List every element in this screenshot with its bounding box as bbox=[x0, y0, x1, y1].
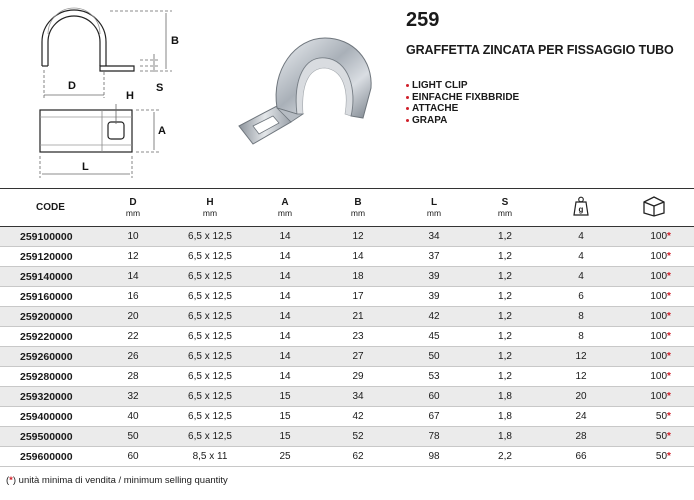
footnote-star: * bbox=[9, 475, 13, 486]
cell-weight: 8 bbox=[548, 327, 614, 347]
cell-a: 25 bbox=[260, 447, 310, 467]
spec-table-body bbox=[0, 227, 694, 467]
cell-code: 259600000 bbox=[0, 447, 106, 467]
cell-weight: 66 bbox=[548, 447, 614, 467]
cell-weight: 6 bbox=[548, 287, 614, 307]
cell-d: 16 bbox=[106, 287, 160, 307]
col-header-code: CODE bbox=[0, 189, 106, 227]
col-header-a-unit: mm bbox=[277, 208, 293, 218]
cell-code: 259260000 bbox=[0, 347, 106, 367]
col-header-b-unit: mm bbox=[350, 208, 366, 218]
alias-english: LIGHT CLIP bbox=[406, 80, 519, 92]
qty-value: 100 bbox=[650, 271, 668, 282]
cell-d: 26 bbox=[106, 347, 160, 367]
cell-weight: 4 bbox=[548, 227, 614, 247]
qty-star: * bbox=[667, 431, 671, 442]
cell-h: 6,5 x 12,5 bbox=[160, 287, 260, 307]
table-row bbox=[0, 367, 694, 387]
cell-a: 14 bbox=[260, 267, 310, 287]
cell-a: 14 bbox=[260, 247, 310, 267]
cell-code: 259500000 bbox=[0, 427, 106, 447]
product-photo bbox=[225, 30, 390, 160]
col-header-s-unit: mm bbox=[497, 208, 513, 218]
cell-weight: 4 bbox=[548, 247, 614, 267]
product-code: 259 bbox=[406, 9, 440, 31]
cell-weight: 12 bbox=[548, 347, 614, 367]
cell-l: 98 bbox=[406, 447, 462, 467]
cell-code: 259220000 bbox=[0, 327, 106, 347]
cell-b: 14 bbox=[310, 247, 406, 267]
cell-h: 8,5 x 11 bbox=[160, 447, 260, 467]
qty-value: 100 bbox=[650, 231, 668, 242]
table-row bbox=[0, 307, 694, 327]
cell-qty bbox=[614, 307, 694, 327]
cell-qty bbox=[614, 327, 694, 347]
col-header-d-unit: mm bbox=[125, 208, 141, 218]
footnote-open: ( bbox=[6, 475, 10, 486]
cell-d: 22 bbox=[106, 327, 160, 347]
cell-b: 62 bbox=[310, 447, 406, 467]
cell-d: 40 bbox=[106, 407, 160, 427]
cell-qty bbox=[614, 447, 694, 467]
table-row bbox=[0, 327, 694, 347]
cell-s: 1,2 bbox=[462, 287, 548, 307]
cell-code: 259160000 bbox=[0, 287, 106, 307]
cell-s: 1,8 bbox=[462, 387, 548, 407]
cell-a: 14 bbox=[260, 227, 310, 247]
cell-b: 12 bbox=[310, 227, 406, 247]
cell-s: 1,8 bbox=[462, 427, 548, 447]
cell-s: 1,2 bbox=[462, 347, 548, 367]
weight-icon-letter: g bbox=[578, 205, 584, 214]
col-header-l bbox=[406, 189, 462, 227]
cell-b: 18 bbox=[310, 267, 406, 287]
cell-l: 67 bbox=[406, 407, 462, 427]
spec-table bbox=[0, 188, 694, 467]
qty-star: * bbox=[667, 391, 671, 402]
cell-h: 6,5 x 12,5 bbox=[160, 227, 260, 247]
table-row bbox=[0, 407, 694, 427]
cell-d: 50 bbox=[106, 427, 160, 447]
table-row bbox=[0, 427, 694, 447]
qty-star: * bbox=[667, 291, 671, 302]
cell-weight: 20 bbox=[548, 387, 614, 407]
qty-value: 100 bbox=[650, 351, 668, 362]
technical-drawing bbox=[0, 0, 200, 190]
col-header-a bbox=[260, 189, 310, 227]
cell-h: 6,5 x 12,5 bbox=[160, 427, 260, 447]
cell-code: 259100000 bbox=[0, 227, 106, 247]
box-icon bbox=[642, 195, 666, 217]
cell-a: 14 bbox=[260, 367, 310, 387]
cell-s: 1,2 bbox=[462, 307, 548, 327]
qty-star: * bbox=[667, 231, 671, 242]
cell-code: 259120000 bbox=[0, 247, 106, 267]
qty-value: 100 bbox=[650, 391, 668, 402]
cell-b: 21 bbox=[310, 307, 406, 327]
cell-l: 45 bbox=[406, 327, 462, 347]
footnote bbox=[6, 475, 228, 486]
col-header-h-label: H bbox=[206, 197, 214, 208]
cell-l: 39 bbox=[406, 267, 462, 287]
cell-l: 34 bbox=[406, 227, 462, 247]
cell-s: 1,2 bbox=[462, 247, 548, 267]
alias-german: EINFACHE FIXBBRIDE bbox=[406, 92, 519, 104]
cell-weight: 4 bbox=[548, 267, 614, 287]
table-row bbox=[0, 287, 694, 307]
cell-s: 2,2 bbox=[462, 447, 548, 467]
cell-code: 259320000 bbox=[0, 387, 106, 407]
cell-a: 14 bbox=[260, 307, 310, 327]
cell-a: 14 bbox=[260, 327, 310, 347]
col-header-b bbox=[310, 189, 406, 227]
cell-qty bbox=[614, 387, 694, 407]
dim-label-b: B bbox=[171, 35, 179, 47]
cell-weight: 28 bbox=[548, 427, 614, 447]
qty-value: 100 bbox=[650, 311, 668, 322]
qty-star: * bbox=[667, 251, 671, 262]
col-header-l-label: L bbox=[430, 197, 438, 208]
table-row bbox=[0, 247, 694, 267]
cell-h: 6,5 x 12,5 bbox=[160, 367, 260, 387]
cell-d: 14 bbox=[106, 267, 160, 287]
table-row bbox=[0, 447, 694, 467]
product-alias-list bbox=[406, 80, 519, 126]
cell-h: 6,5 x 12,5 bbox=[160, 347, 260, 367]
cell-a: 15 bbox=[260, 427, 310, 447]
cell-d: 28 bbox=[106, 367, 160, 387]
table-row bbox=[0, 227, 694, 247]
table-row bbox=[0, 387, 694, 407]
product-title: GRAFFETTA ZINCATA PER FISSAGGIO TUBO bbox=[406, 43, 674, 57]
alias-spanish: GRAPA bbox=[406, 115, 519, 127]
col-header-h bbox=[160, 189, 260, 227]
cell-h: 6,5 x 12,5 bbox=[160, 247, 260, 267]
col-header-h-unit: mm bbox=[202, 208, 218, 218]
cell-code: 259140000 bbox=[0, 267, 106, 287]
col-header-package bbox=[614, 189, 694, 227]
cell-a: 15 bbox=[260, 407, 310, 427]
cell-d: 12 bbox=[106, 247, 160, 267]
cell-b: 23 bbox=[310, 327, 406, 347]
qty-star: * bbox=[667, 311, 671, 322]
cell-h: 6,5 x 12,5 bbox=[160, 267, 260, 287]
cell-a: 15 bbox=[260, 387, 310, 407]
dim-label-h: H bbox=[126, 90, 134, 102]
cell-qty bbox=[614, 247, 694, 267]
cell-s: 1,2 bbox=[462, 267, 548, 287]
cell-l: 53 bbox=[406, 367, 462, 387]
qty-value: 100 bbox=[650, 291, 668, 302]
dim-label-a: A bbox=[158, 125, 166, 137]
qty-value: 50 bbox=[655, 411, 668, 422]
col-header-l-unit: mm bbox=[426, 208, 442, 218]
qty-star: * bbox=[667, 371, 671, 382]
cell-h: 6,5 x 12,5 bbox=[160, 307, 260, 327]
qty-star: * bbox=[667, 271, 671, 282]
qty-value: 50 bbox=[655, 451, 668, 462]
cell-d: 60 bbox=[106, 447, 160, 467]
cell-d: 10 bbox=[106, 227, 160, 247]
footnote-text: unità minima di vendita / minimum selling quantity bbox=[16, 475, 228, 486]
cell-s: 1,2 bbox=[462, 227, 548, 247]
cell-l: 78 bbox=[406, 427, 462, 447]
col-header-d-label: D bbox=[129, 197, 137, 208]
qty-star: * bbox=[667, 351, 671, 362]
dim-label-d: D bbox=[68, 80, 76, 92]
cell-weight: 8 bbox=[548, 307, 614, 327]
footnote-close: ) bbox=[12, 475, 17, 486]
qty-value: 50 bbox=[655, 431, 668, 442]
cell-h: 6,5 x 12,5 bbox=[160, 407, 260, 427]
qty-value: 100 bbox=[650, 331, 668, 342]
cell-qty bbox=[614, 407, 694, 427]
cell-b: 52 bbox=[310, 427, 406, 447]
qty-star: * bbox=[667, 411, 671, 422]
cell-b: 27 bbox=[310, 347, 406, 367]
cell-l: 42 bbox=[406, 307, 462, 327]
cell-qty bbox=[614, 287, 694, 307]
cell-code: 259400000 bbox=[0, 407, 106, 427]
cell-a: 14 bbox=[260, 287, 310, 307]
qty-value: 100 bbox=[650, 251, 668, 262]
cell-qty bbox=[614, 367, 694, 387]
cell-b: 17 bbox=[310, 287, 406, 307]
cell-weight: 24 bbox=[548, 407, 614, 427]
cell-d: 20 bbox=[106, 307, 160, 327]
cell-a: 14 bbox=[260, 347, 310, 367]
cell-l: 37 bbox=[406, 247, 462, 267]
col-header-s-label: S bbox=[501, 197, 509, 208]
cell-code: 259280000 bbox=[0, 367, 106, 387]
cell-d: 32 bbox=[106, 387, 160, 407]
cell-weight: 12 bbox=[548, 367, 614, 387]
qty-value: 100 bbox=[650, 371, 668, 382]
cell-s: 1,8 bbox=[462, 407, 548, 427]
dim-label-s: S bbox=[156, 82, 164, 94]
cell-qty bbox=[614, 267, 694, 287]
alias-french: ATTACHE bbox=[406, 103, 519, 115]
table-header-row bbox=[0, 189, 694, 227]
cell-s: 1,2 bbox=[462, 327, 548, 347]
col-header-b-label: B bbox=[354, 197, 362, 208]
qty-star: * bbox=[667, 331, 671, 342]
cell-l: 50 bbox=[406, 347, 462, 367]
cell-b: 42 bbox=[310, 407, 406, 427]
cell-qty bbox=[614, 227, 694, 247]
cell-l: 60 bbox=[406, 387, 462, 407]
col-header-a-label: A bbox=[281, 197, 289, 208]
cell-b: 29 bbox=[310, 367, 406, 387]
col-header-s bbox=[462, 189, 548, 227]
cell-qty bbox=[614, 427, 694, 447]
cell-code: 259200000 bbox=[0, 307, 106, 327]
table-row bbox=[0, 347, 694, 367]
weight-icon bbox=[573, 196, 589, 216]
col-header-d bbox=[106, 189, 160, 227]
qty-star: * bbox=[667, 451, 671, 462]
cell-h: 6,5 x 12,5 bbox=[160, 387, 260, 407]
cell-qty bbox=[614, 347, 694, 367]
cell-s: 1,2 bbox=[462, 367, 548, 387]
cell-l: 39 bbox=[406, 287, 462, 307]
cell-b: 34 bbox=[310, 387, 406, 407]
table-row bbox=[0, 267, 694, 287]
dim-label-l: L bbox=[82, 161, 89, 173]
col-header-weight bbox=[548, 189, 614, 227]
cell-h: 6,5 x 12,5 bbox=[160, 327, 260, 347]
